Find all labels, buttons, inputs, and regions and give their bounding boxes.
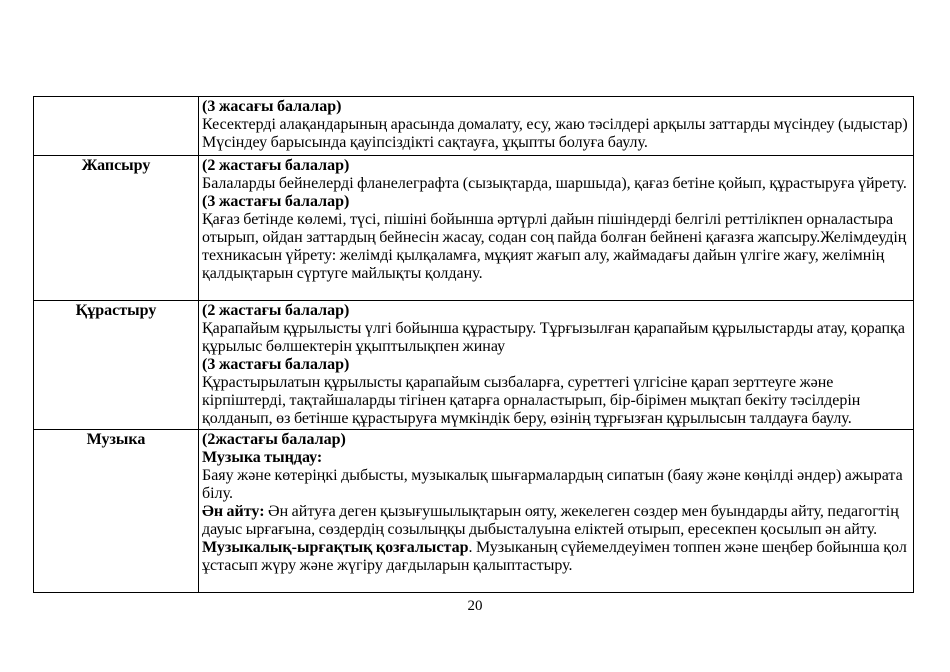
- paragraph: [202, 467, 910, 503]
- text-segment: Кесектерді алақандарының арасында домалату, есу, жаю тәсілдері арқылы заттарды мүсіндеу (ыдыстар) Мүсіндеу барысында қауіпсіздікті сақтауға, ұқыпты болуға баулу.: [202, 116, 908, 151]
- content-table-body: [34, 97, 914, 593]
- bold-text-segment: (3 жасағы балалар): [202, 98, 342, 115]
- paragraph: [202, 98, 910, 116]
- table-row: [34, 430, 914, 593]
- table-row: [34, 156, 914, 301]
- paragraph: [202, 374, 910, 428]
- row-label: Музыка: [34, 430, 199, 593]
- text-segment: Ән айтуға деген қызығушылықтарын ояту, жекелеген сөздер мен буындарды айту, педагогтің дауыс ырғағына, сөздердің созылыңқы дыбысталуына еліктей отырып, ересекпен қосылып ән айту.: [202, 503, 899, 538]
- text-segment: Қағаз бетінде көлемі, түсі, пішіні бойынша әртүрлі дайын пішіндерді белгілі реттілікпен орналастыра отырып, ойдан заттардың бейнесін жасау, содан соң пайда болған бейнені қағазға жапсыру.Желімдеудің техникасын үйрету: желімді қылқаламға, мұқият жағып алу, жаймадағы дайын үлгіге жағу, желімнің қалдықтарын сүртуге майлықты қолдану.: [202, 211, 907, 282]
- text-segment: Баяу және көтеріңкі дыбысты, музыкалық шығармалардың сипатын (баяу және көңілді әндер) ажырата білу.: [202, 467, 903, 502]
- table-row: [34, 301, 914, 430]
- row-content: [199, 430, 914, 593]
- paragraph: [202, 539, 910, 575]
- row-content: [199, 97, 914, 156]
- page-number: 20: [467, 598, 483, 614]
- bold-text-segment: Ән айту:: [202, 503, 265, 520]
- bold-text-segment: Музыка тыңдау:: [202, 449, 323, 466]
- table-row: [34, 97, 914, 156]
- bold-text-segment: Музыкалық-ырғақтық қозғалыстар: [202, 539, 469, 556]
- content-table: [33, 96, 914, 593]
- paragraph: [202, 193, 910, 211]
- bold-text-segment: (3 жастағы балалар): [202, 193, 350, 210]
- paragraph: [202, 356, 910, 374]
- paragraph: [202, 157, 910, 175]
- row-label: [34, 97, 199, 156]
- paragraph: [202, 449, 910, 467]
- text-segment: Қарапайым құрылысты үлгі бойынша құрастыру. Тұрғызылған қарапайым құрылыстарды атау, қорапқа құрылыс бөлшектерін ұқыптылықпен жинау: [202, 320, 905, 355]
- paragraph: [202, 175, 910, 193]
- bold-text-segment: (3 жастағы балалар): [202, 356, 350, 373]
- bold-text-segment: (2жастағы балалар): [202, 431, 346, 448]
- text-segment: Балаларды бейнелерді фланелеграфта (сызықтарда, шаршыда), қағаз бетіне қойып, құрастыруға үйрету.: [202, 175, 907, 192]
- bold-text-segment: (2 жастағы балалар): [202, 302, 350, 319]
- paragraph: [202, 320, 910, 356]
- bold-text-segment: (2 жастағы балалар): [202, 157, 350, 174]
- row-content: [199, 156, 914, 301]
- row-label: Құрастыру: [34, 301, 199, 430]
- paragraph: [202, 431, 910, 449]
- paragraph: [202, 211, 910, 283]
- row-label: Жапсыру: [34, 156, 199, 301]
- paragraph: [202, 302, 910, 320]
- row-content: [199, 301, 914, 430]
- text-segment: . Музыканың сүйемелдеуімен топпен және шеңбер бойынша қол ұстасып жүру және жүгіру дағдыларын қалыптастыру.: [202, 539, 907, 574]
- paragraph: [202, 116, 910, 152]
- paragraph: [202, 503, 910, 539]
- text-segment: Құрастырылатын құрылысты қарапайым сызбаларға, суреттегі үлгісіне қарап зерттеуге және кірпіштерді, тақтайшаларды тігінен қатарға орналастырып, бір-бірімен мықтап бекіту тәсілдерін қолданып, өз бетінше құрастыруға мүмкіндік беру, өзінің тұрғызған құрылысын талдауға баулу.: [202, 374, 861, 427]
